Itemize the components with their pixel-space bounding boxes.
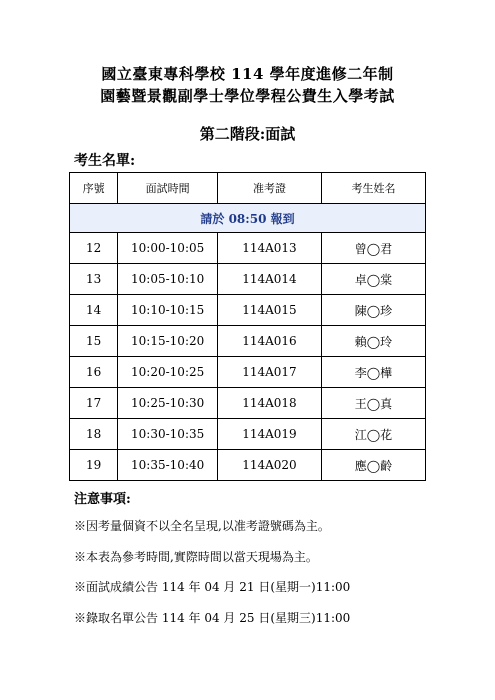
document-title-line2: 園藝暨景觀副學士學位學程公費生入學考試	[100, 87, 395, 105]
document-title-line1: 國立臺東專科學校 114 學年度進修二年制	[101, 65, 394, 83]
row-interview-time: 10:20-10:25	[118, 357, 218, 388]
stage-heading: 第二階段:面試	[199, 125, 296, 143]
row-number: 14	[70, 295, 118, 326]
row-number: 12	[70, 233, 118, 264]
row-admission-ticket: 114A018	[217, 388, 321, 419]
report-time-row	[70, 204, 426, 233]
table-row	[70, 419, 426, 450]
header-candidate-name: 考生姓名	[321, 173, 425, 204]
row-number: 18	[70, 419, 118, 450]
row-interview-time: 10:00-10:05	[118, 233, 218, 264]
row-admission-ticket: 114A019	[217, 419, 321, 450]
header-admission-ticket: 准考證	[217, 173, 321, 204]
table-row	[70, 295, 426, 326]
row-admission-ticket: 114A020	[217, 450, 321, 481]
header-number: 序號	[70, 173, 118, 204]
table-row	[70, 357, 426, 388]
candidate-list-label: 考生名單:	[74, 153, 136, 169]
row-candidate-name: 陳◯珍	[321, 295, 425, 326]
note-item: ※面試成績公告 114 年 04 月 21 日(星期一)11:00	[74, 580, 351, 594]
row-number: 17	[70, 388, 118, 419]
row-candidate-name: 王◯真	[321, 388, 425, 419]
row-admission-ticket: 114A014	[217, 264, 321, 295]
row-candidate-name: 江◯花	[321, 419, 425, 450]
note-item: ※錄取名單公告 114 年 04 月 25 日(星期三)11:00	[74, 611, 351, 625]
row-interview-time: 10:30-10:35	[118, 419, 218, 450]
table-row	[70, 388, 426, 419]
table-row	[70, 450, 426, 481]
row-admission-ticket: 114A015	[217, 295, 321, 326]
row-interview-time: 10:05-10:10	[118, 264, 218, 295]
row-candidate-name: 李◯樺	[321, 357, 425, 388]
row-candidate-name: 曾◯君	[321, 233, 425, 264]
row-candidate-name: 卓◯棠	[321, 264, 425, 295]
row-interview-time: 10:15-10:20	[118, 326, 218, 357]
row-admission-ticket: 114A016	[217, 326, 321, 357]
row-number: 13	[70, 264, 118, 295]
interview-schedule-table	[69, 172, 426, 481]
row-number: 19	[70, 450, 118, 481]
notes-title: 注意事項:	[74, 492, 131, 507]
table-header-row	[70, 173, 426, 204]
header-interview-time: 面試時間	[118, 173, 218, 204]
row-admission-ticket: 114A013	[217, 233, 321, 264]
row-interview-time: 10:10-10:15	[118, 295, 218, 326]
note-item: ※本表為參考時間,實際時間以當天現場為主。	[74, 550, 318, 564]
row-interview-time: 10:25-10:30	[118, 388, 218, 419]
row-number: 15	[70, 326, 118, 357]
table-row	[70, 233, 426, 264]
table-row	[70, 264, 426, 295]
row-number: 16	[70, 357, 118, 388]
report-time-note: 請於 08:50 報到	[70, 204, 426, 233]
row-admission-ticket: 114A017	[217, 357, 321, 388]
note-item: ※因考量個資不以全名呈現,以准考證號碼為主。	[74, 519, 330, 533]
table-row	[70, 326, 426, 357]
row-candidate-name: 應◯齡	[321, 450, 425, 481]
row-candidate-name: 賴◯玲	[321, 326, 425, 357]
row-interview-time: 10:35-10:40	[118, 450, 218, 481]
